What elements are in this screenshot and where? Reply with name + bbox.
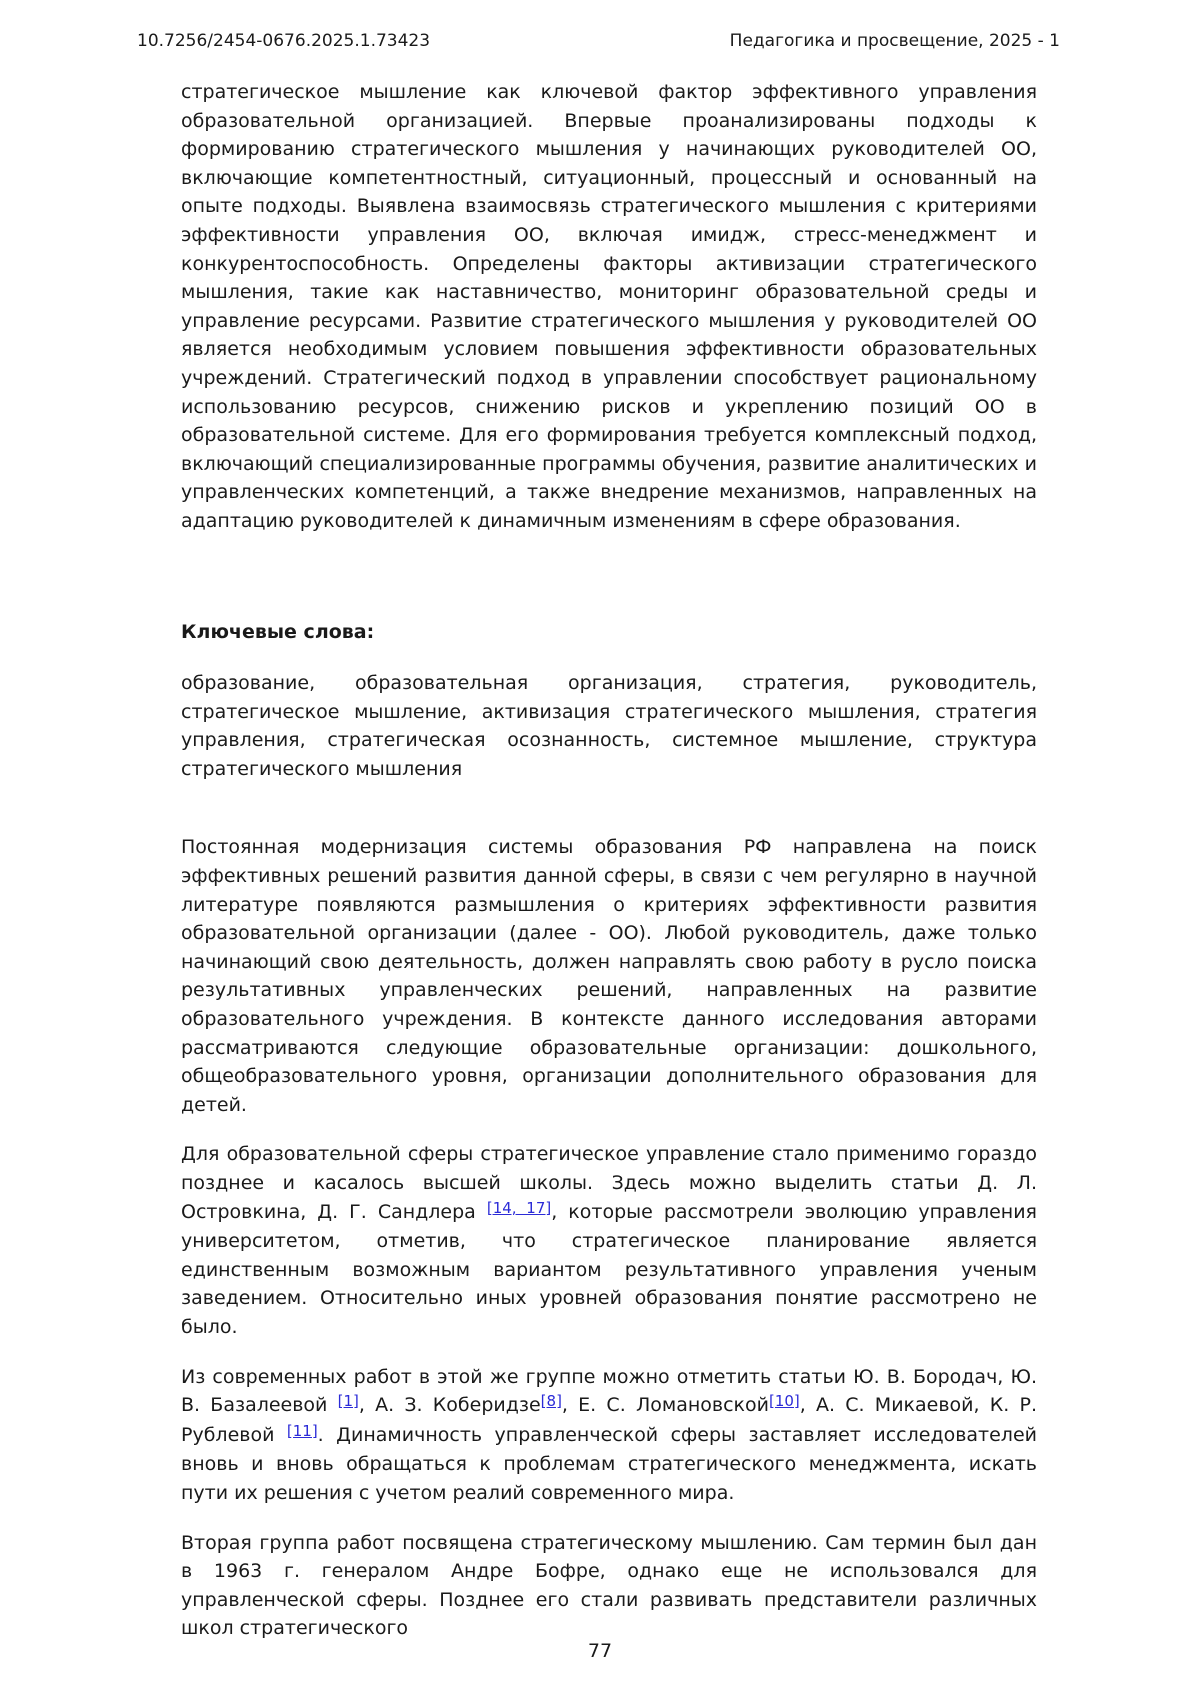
paragraph-list: [181, 833, 1037, 1642]
citation-link[interactable]: [8]: [540, 1392, 562, 1411]
paragraph-text: Вторая группа работ посвящена стратегическому мышлению. Сам термин был дан в 1963 г. генералом Андре Бофре, однако еще не использовался для управленческой сферы. Позднее его стали развивать представители различных школ стратегического: [181, 1531, 1037, 1640]
citation-link[interactable]: [10]: [768, 1392, 800, 1411]
page-number: 77: [587, 1640, 613, 1662]
body-paragraph: [181, 833, 1037, 1119]
paragraph-text: , Е. С. Ломановской: [561, 1394, 769, 1417]
citation-link[interactable]: [11]: [286, 1421, 318, 1440]
article-body: [181, 78, 1037, 1643]
body-paragraph: [181, 1140, 1037, 1341]
keywords-heading: Ключевые слова:: [181, 620, 375, 643]
paragraph-text: , А. З. Коберидзе: [358, 1394, 541, 1417]
body-paragraph: [181, 1363, 1037, 1508]
page-footer: [0, 1640, 1200, 1662]
paragraph-text: , которые рассмотрели эволюцию управления университетом, отметив, что стратегическое планирование является единственным возможным вариантом результативного управления ученым заведением. Относительно иных уровней образования понятие рассмотрено не было.: [181, 1200, 1037, 1338]
page-header: [0, 0, 1200, 52]
paragraph-text: Постоянная модернизация системы образования РФ направлена на поиск эффективных решений развития данной сферы, в связи с чем регулярно в научной литературе появляются размышления о критериях эффективности развития образовательной организации (далее - ОО). Любой руководитель, даже только начинающий свою деятельность, должен направлять свою работу в русло поиска результативных управленческих решений, направленных на развитие образовательного учреждения. В контексте данного исследования авторами рассматриваются следующие образовательные организации: дошкольного, общеобразовательного уровня, организации дополнительного образования для детей.: [181, 836, 1037, 1116]
keywords-text: образование, образовательная организация, стратегия, руководитель, стратегическое мышление, активизация стратегического мышления, стратегия управления, стратегическая осознанность, системное мышление, структура стратегического мышления: [181, 672, 1037, 780]
journal-title: Педагогика и просвещение, 2025 - 1: [729, 31, 1060, 51]
doi-text: 10.7256/2454-0676.2025.1.73423: [137, 31, 431, 51]
paragraph-text: Для образовательной сферы стратегическое управление стало применимо гораздо позднее и касалось высшей школы. Здесь можно выделить статьи Д. Л. Островкина, Д. Г. Сандлера: [181, 1143, 1037, 1223]
body-paragraph: [181, 1529, 1037, 1643]
abstract-paragraph: стратегическое мышление как ключевой фактор эффективного управления образовательной организацией. Впервые проанализированы подходы к формированию стратегического мышления у начинающих руководителей ОО, включающие компетентностный, ситуационный, процессный и основанный на опыте подходы. Выявлена взаимосвязь стратегического мышления с критериями эффективности управления ОО, включая имидж, стресс-менеджмент и конкурентоспособность. Определены факторы активизации стратегического мышления, такие как наставничество, мониторинг образовательной среды и управление ресурсами. Развитие стратегического мышления у руководителей ОО является необходимым условием повышения эффективности образовательных учреждений. Стратегический подход в управлении способствует рациональному использованию ресурсов, снижению рисков и укреплению позиций ОО в образовательной системе. Для его формирования требуется комплексный подход, включающий специализированные программы обучения, развитие аналитических и управленческих компетенций, а также внедрение механизмов, направленных на адаптацию руководителей к динамичным изменениям в сфере образования.: [181, 81, 1037, 532]
paragraph-text: , А. С. Микаевой, К. Р. Рублевой: [181, 1394, 1038, 1446]
paragraph-text: Из современных работ в этой же группе можно отметить статьи Ю. В. Бородач, Ю. В. Базалеевой: [181, 1365, 1037, 1417]
paragraph-text: . Динамичность управленческой сферы заставляет исследователей вновь и вновь обращаться к проблемам стратегического менеджмента, искать пути их решения с учетом реалий современного мира.: [181, 1423, 1037, 1504]
citation-link[interactable]: [14, 17]: [486, 1198, 552, 1217]
citation-link[interactable]: [1]: [337, 1392, 359, 1411]
